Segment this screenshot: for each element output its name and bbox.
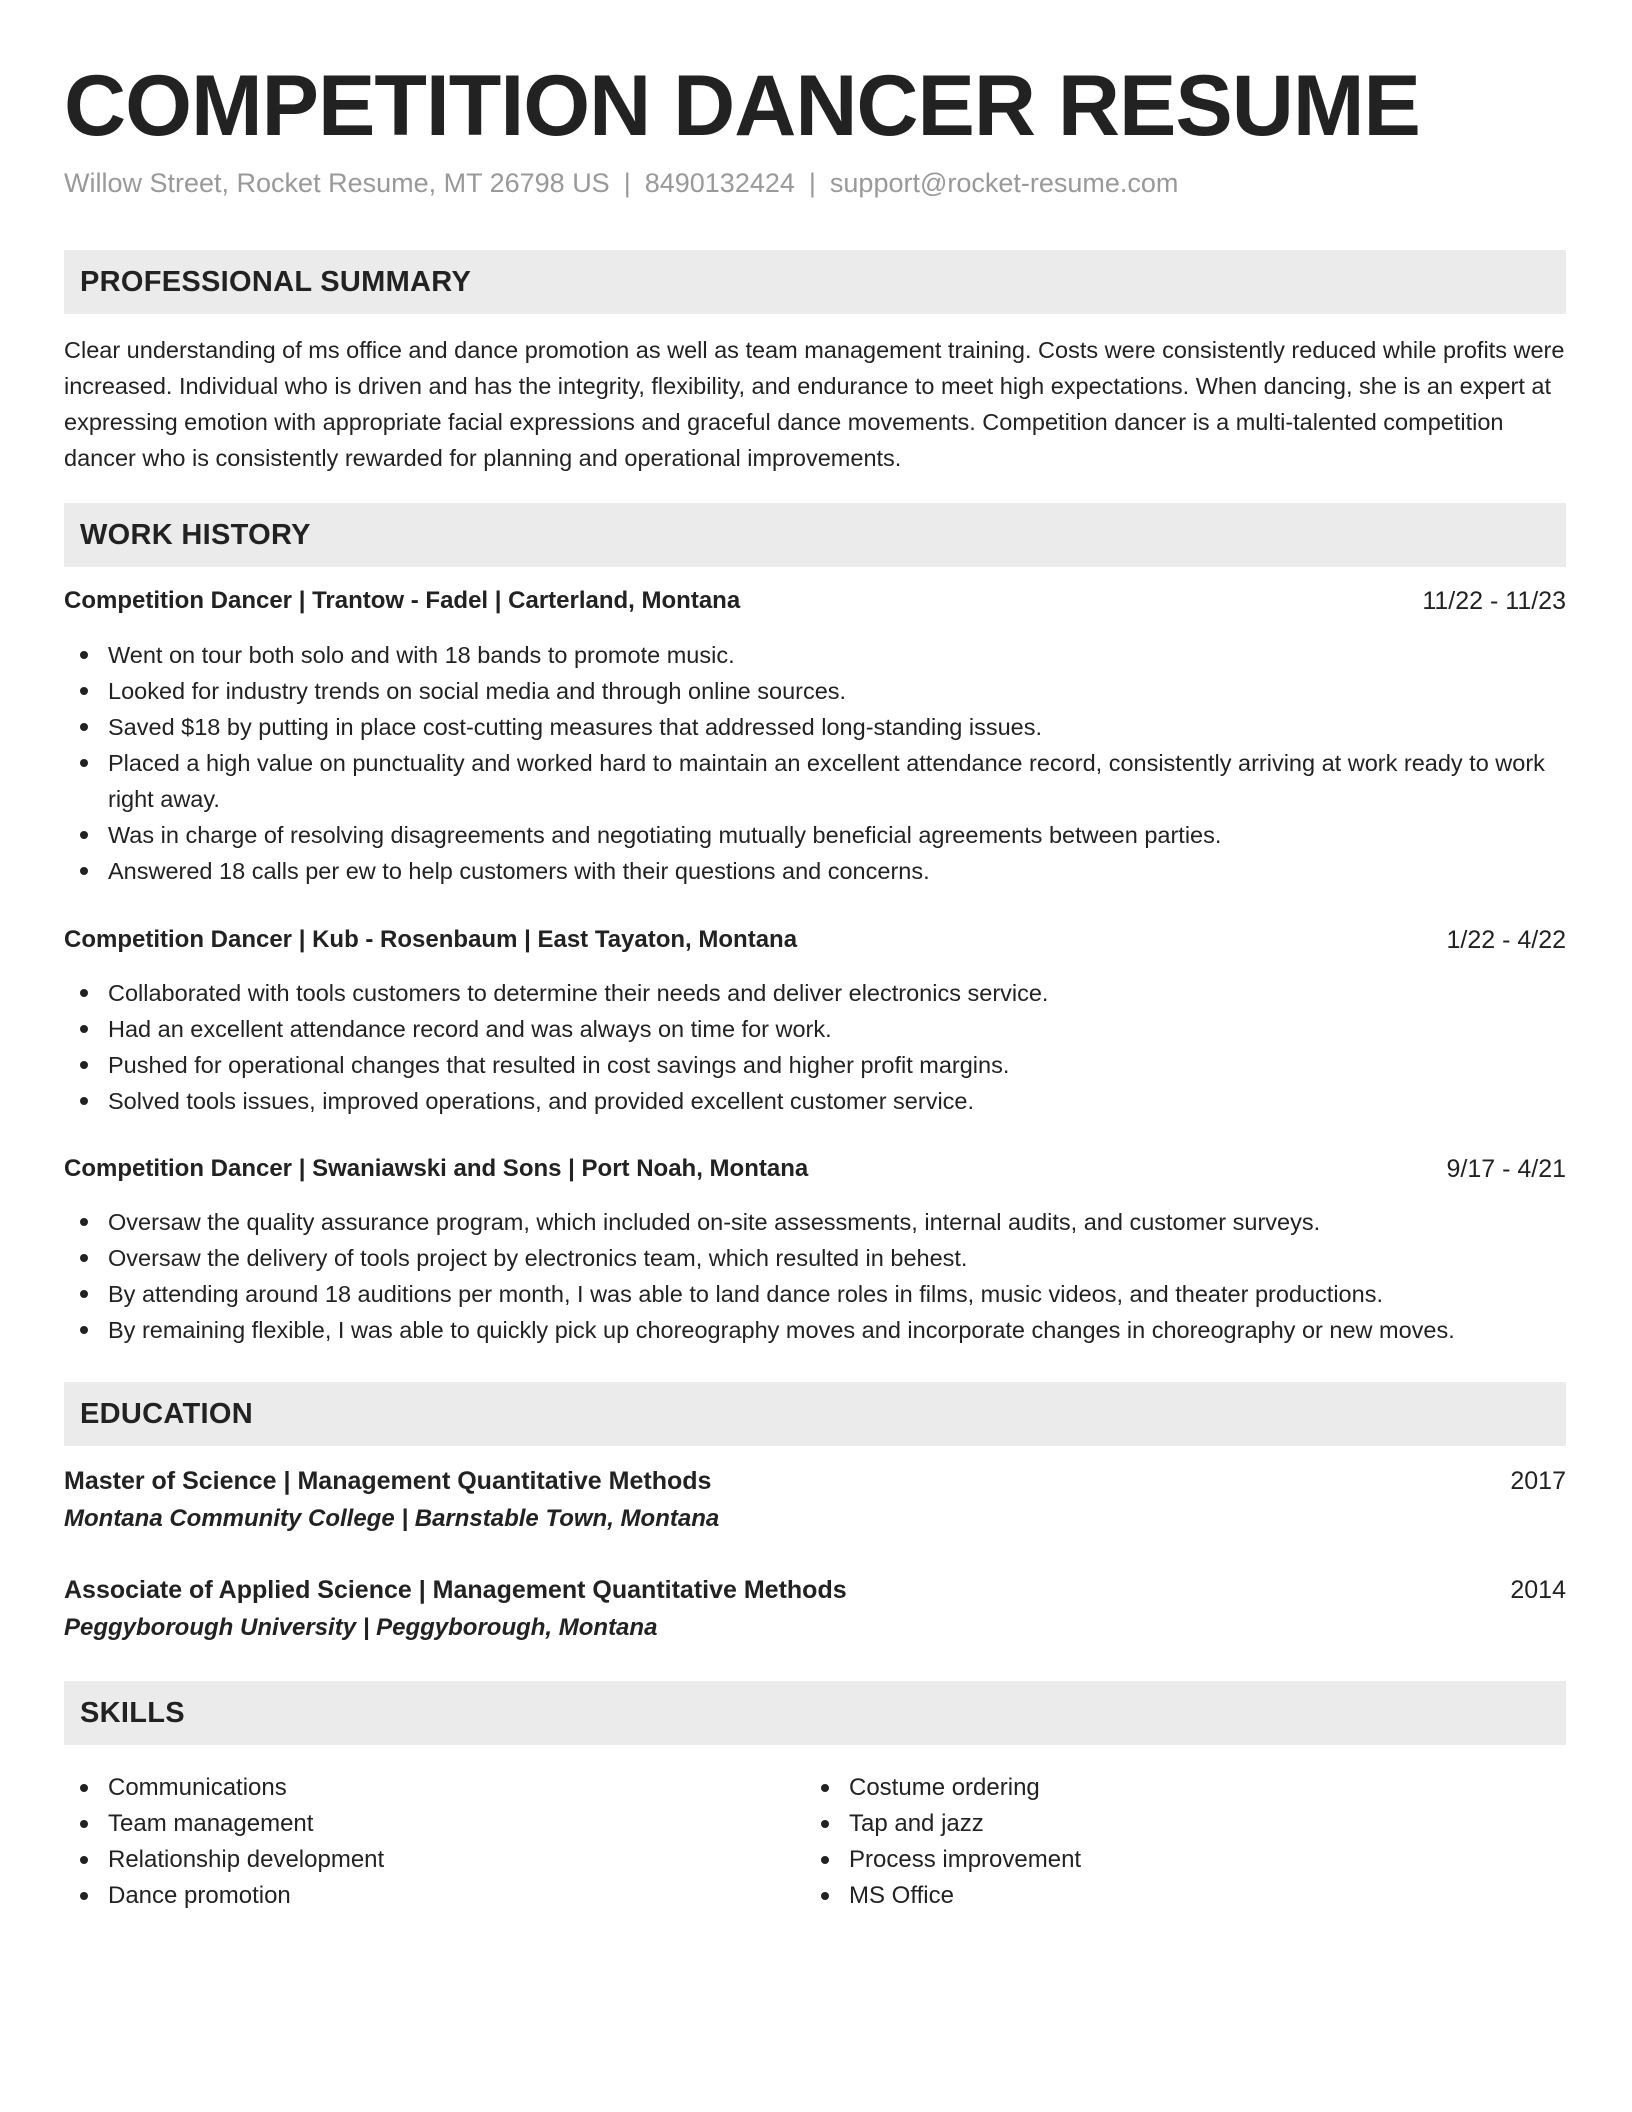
bullet-icon — [80, 1856, 88, 1864]
education-year: 2017 — [1510, 1467, 1566, 1495]
list-item: Answered 18 calls per ew to help customers with their questions and concerns. — [64, 853, 1566, 889]
bullet-icon — [80, 723, 88, 731]
bullet-icon — [80, 1784, 88, 1792]
list-item: Had an excellent attendance record and was always on time for work. — [64, 1011, 1566, 1047]
contact-separator: | — [808, 168, 816, 198]
list-item: Pushed for operational changes that resulted in cost savings and higher profit margins. — [64, 1047, 1566, 1083]
list-item: By attending around 18 auditions per month, I was able to land dance roles in films, music videos, and theater productions. — [64, 1276, 1566, 1312]
education-school: Peggyborough University | Peggyborough, Montana — [64, 1614, 658, 1641]
list-item: Saved $18 by putting in place cost-cutting measures that addressed long-standing issues. — [64, 709, 1566, 745]
contact-separator: | — [623, 168, 631, 198]
bullet-icon — [80, 1218, 88, 1226]
list-item: Team management — [64, 1806, 764, 1842]
job-entry-header — [64, 583, 1566, 619]
list-item: Oversaw the quality assurance program, which included on-site assessments, internal audits, and customer surveys. — [64, 1204, 1566, 1240]
section-header-education — [64, 1382, 1566, 1446]
resume-title: COMPETITION DANCER RESUME — [64, 58, 1420, 154]
job-bullets — [64, 975, 1566, 1119]
bullet-icon — [80, 651, 88, 659]
bullet-icon — [821, 1856, 829, 1864]
bullet-icon — [80, 1097, 88, 1105]
list-item: Communications — [64, 1770, 764, 1806]
summary-text: Clear understanding of ms office and dance promotion as well as team management training. Costs were consistently reduced while profits were increased. Individual who is driven and has the integrity, flexibility, and endurance to meet high expectations. When dancing, she is an expert at expressing emotion with appropriate facial expressions and graceful dance movements. Competition dancer is a multi-talented competition dancer who is consistently rewarded for planning and operational improvements. — [64, 337, 1565, 471]
job-bullets — [64, 637, 1566, 889]
bullet-icon — [80, 1820, 88, 1828]
list-item: Placed a high value on punctuality and worked hard to maintain an excellent attendance record, consistently arriving at work ready to work right away. — [64, 745, 1566, 817]
job-entry-header — [64, 922, 1566, 958]
list-item: Was in charge of resolving disagreements and negotiating mutually beneficial agreements between parties. — [64, 817, 1566, 853]
education-entry — [64, 1463, 1566, 1535]
list-item: By remaining flexible, I was able to quickly pick up choreography moves and incorporate changes in choreography or new moves. — [64, 1312, 1566, 1348]
section-heading: WORK HISTORY — [80, 519, 311, 551]
section-header-work — [64, 503, 1566, 567]
list-item: Collaborated with tools customers to determine their needs and deliver electronics service. — [64, 975, 1566, 1011]
contact-email: support@rocket-resume.com — [829, 168, 1179, 198]
bullet-icon — [80, 759, 88, 767]
job-dates: 1/22 - 4/22 — [1446, 926, 1566, 954]
list-item: Looked for industry trends on social media and through online sources. — [64, 673, 1566, 709]
section-heading: EDUCATION — [80, 1398, 253, 1430]
job-title: Competition Dancer | Kub - Rosenbaum | East Tayaton, Montana — [64, 926, 798, 953]
job-title: Competition Dancer | Swaniawski and Sons | Port Noah, Montana — [64, 1155, 809, 1182]
education-degree: Master of Science | Management Quantitative Methods — [64, 1467, 712, 1495]
bullet-icon — [80, 1326, 88, 1334]
bullet-icon — [821, 1820, 829, 1828]
list-item: Dance promotion — [64, 1878, 764, 1914]
education-year: 2014 — [1510, 1576, 1566, 1604]
skills-list-right — [805, 1770, 1505, 1914]
job-bullets — [64, 1204, 1566, 1348]
list-item: Costume ordering — [805, 1770, 1505, 1806]
bullet-icon — [80, 1025, 88, 1033]
skills-list-left — [64, 1770, 764, 1914]
section-header-summary — [64, 250, 1566, 314]
list-item: Solved tools issues, improved operations, and provided excellent customer service. — [64, 1083, 1566, 1119]
list-item: Oversaw the delivery of tools project by electronics team, which resulted in behest. — [64, 1240, 1566, 1276]
list-item: MS Office — [805, 1878, 1505, 1914]
list-item: Went on tour both solo and with 18 bands to promote music. — [64, 637, 1566, 673]
bullet-icon — [821, 1892, 829, 1900]
bullet-icon — [821, 1784, 829, 1792]
job-entry-header — [64, 1151, 1566, 1187]
section-header-skills — [64, 1681, 1566, 1745]
list-item: Process improvement — [805, 1842, 1505, 1878]
bullet-icon — [80, 1290, 88, 1298]
job-title: Competition Dancer | Trantow - Fadel | Carterland, Montana — [64, 587, 741, 614]
contact-address: Willow Street, Rocket Resume, MT 26798 US — [64, 168, 610, 198]
job-dates: 11/22 - 11/23 — [1422, 587, 1566, 615]
bullet-icon — [80, 687, 88, 695]
list-item: Tap and jazz — [805, 1806, 1505, 1842]
bullet-icon — [80, 1892, 88, 1900]
job-dates: 9/17 - 4/21 — [1446, 1155, 1566, 1183]
section-heading: SKILLS — [80, 1697, 185, 1729]
bullet-icon — [80, 831, 88, 839]
education-degree: Associate of Applied Science | Management Quantitative Methods — [64, 1576, 847, 1604]
section-heading: PROFESSIONAL SUMMARY — [80, 266, 472, 298]
bullet-icon — [80, 1061, 88, 1069]
bullet-icon — [80, 989, 88, 997]
bullet-icon — [80, 1254, 88, 1262]
contact-phone: 8490132424 — [644, 168, 795, 198]
list-item: Relationship development — [64, 1842, 764, 1878]
bullet-icon — [80, 867, 88, 875]
education-entry — [64, 1572, 1566, 1644]
education-school: Montana Community College | Barnstable Town, Montana — [64, 1505, 720, 1532]
contact-line — [64, 166, 1178, 200]
